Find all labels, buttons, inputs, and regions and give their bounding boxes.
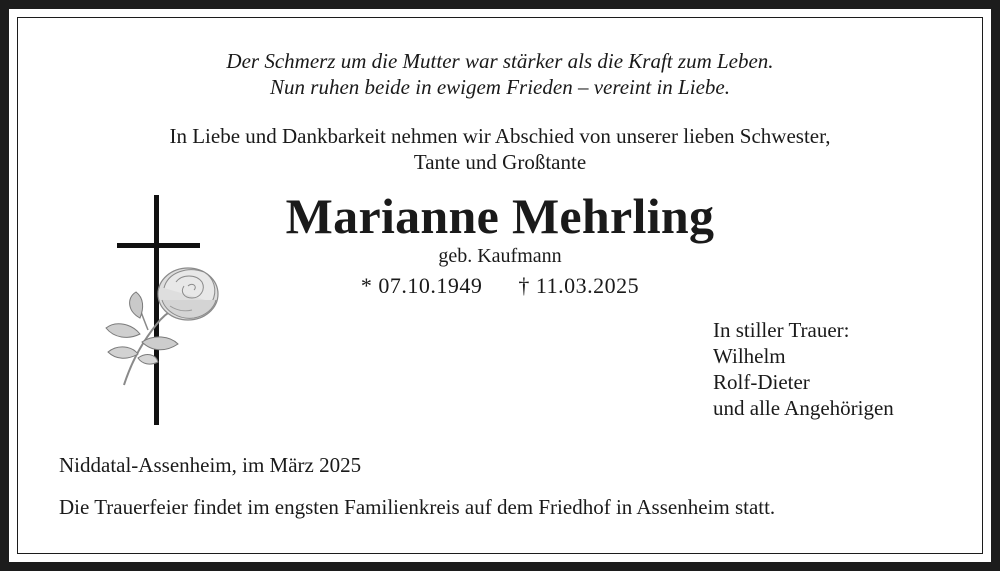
- memorial-quote: [0, 48, 1000, 100]
- cross-and-rose: [96, 190, 226, 430]
- deceased-name: Marianne Mehrling: [285, 188, 715, 244]
- quote-line-2: Nun ruhen beide in ewigem Frieden – vereint in Liebe.: [270, 75, 730, 99]
- mourners-heading: In stiller Trauer:: [713, 318, 850, 342]
- farewell-intro: [0, 123, 1000, 175]
- intro-line-1: In Liebe und Dankbarkeit nehmen wir Abschied von unserer lieben Schwester,: [169, 124, 831, 148]
- mourner-name: Rolf-Dieter: [713, 370, 810, 394]
- birth-name: geb. Kaufmann: [438, 245, 562, 267]
- funeral-notice: Die Trauerfeier findet im engsten Familienkreis auf dem Friedhof in Assenheim statt.: [59, 495, 776, 519]
- mourners-block: [713, 317, 894, 421]
- mourner-name: Wilhelm: [713, 344, 786, 368]
- quote-line-1: Der Schmerz um die Mutter war stärker als die Kraft zum Leben.: [226, 49, 774, 73]
- birth-date: * 07.10.1949: [360, 273, 483, 298]
- cross-rose-illustration: [96, 190, 226, 430]
- mourner-name: und alle Angehörigen: [713, 396, 894, 420]
- death-date: † 11.03.2025: [518, 273, 640, 298]
- intro-line-2: Tante und Großtante: [413, 150, 587, 174]
- place-and-date: Niddatal-Assenheim, im März 2025: [59, 453, 362, 477]
- rose-icon: [106, 268, 218, 385]
